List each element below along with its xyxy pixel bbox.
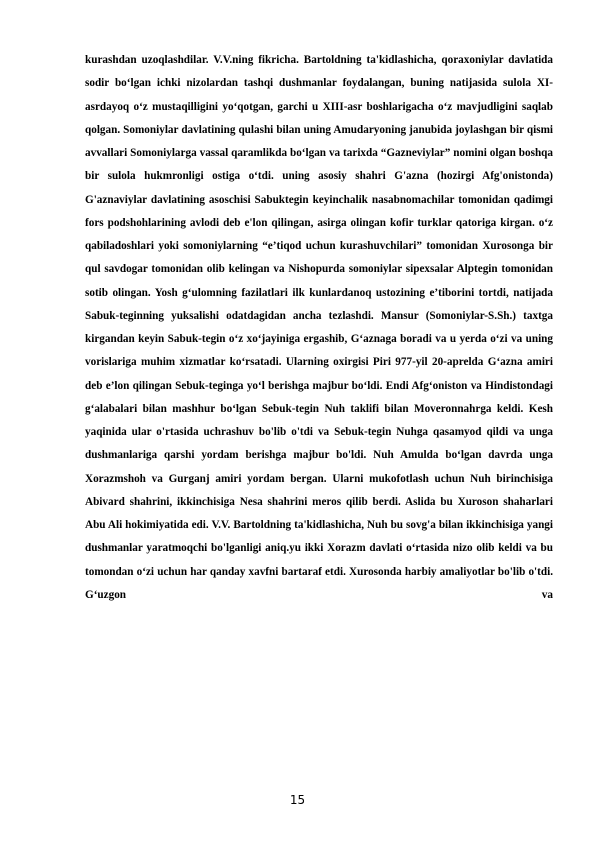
page-number: 15 bbox=[289, 793, 306, 807]
body-paragraph: kurashdan uzoqlashdilar. V.V.ning fikricha. Bartoldning ta'kidlashicha, qoraxoniylar davlatida sodir bo‘lgan ichki nizolardan tashqi dushmanlar foydalangan, buning natijasida sulola XI-asrdayoq o‘z mustaqilligini yo‘qotgan, garchi u XIII-asr boshlarigacha o‘z mavjudligini saqlab qolgan. Somoniylar davlatining qulashi bilan uning Amudaryoning janubida joylashgan bir qismi avvallari Somoniylarga vassal qaramlikda bo‘lgan va tarixda “Gazneviylar” nomini olgan boshqa bir sulola hukmronligi ostiga o‘tdi. uning asosiy shahri G'azna (hozirgi Afg'onistonda) G'aznaviylar davlatining asoschisi Sabuktegin keyinchalik nasabnomachilar tomonidan qadimgi fors podshohlarining avlodi deb e'lon qilingan, asirga olingan kofir turklar qatoriga kirgan. o‘z qabiladoshlari yoki somoniylarning “e’tiqod uchun kurashuvchilari” tomonidan Xurosonga bir qul savdogar tomonidan olib kelingan va Nishopurda somoniylar sipexsalar Alptegin tomonidan sotib olingan. Yosh g‘ulomning fazilatlari ilk kunlardanoq ustozining e’tiborini tortdi, natijada Sabuk-teginning yuksalishi odatdagidan ancha tezlashdi. Mansur (Somoniylar-S.Sh.) taxtga kirgandan keyin Sabuk-tegin o‘z xo‘jayiniga ergashib, G‘aznaga boradi va u yerda o‘zi va uning vorislariga muhim xizmatlar ko‘rsatadi. Ularning oxirgisi Piri 977-yil 20-aprelda G‘azna amiri deb e’lon qilingan Sebuk-teginga yo‘l berishga majbur bo‘ldi. Endi Afg‘oniston va Hindistondagi g‘alabalari bilan mashhur bo‘lgan Sebuk-tegin Nuh taklifi bilan Moveronnahrga keldi. Kesh yaqinida ular o'rtasida uchrashuv bo'lib o'tdi va Sebuk-tegin Nuhga qasamyod qildi va unga dushmanlariga qarshi yordam berishga majbur bo'ldi. Nuh Amulda bo‘lgan davrda unga Xorazmshoh va Gurganj amiri yordam bergan. Ularni mukofotlash uchun Nuh birinchisiga Abivard shahrini, ikkinchisiga Nesa shahrini meros qilib berdi. Aslida bu Xuroson shaharlari Abu Ali hokimiyatida edi. V.V. Bartoldning ta'kidlashicha, Nuh bu sovg'a bilan ikkinchisiga yangi dushmanlar yaratmoqchi bo'lganligi aniq.yu ikki Xorazm davlati o‘rtasida nizo olib keldi va bu tomondan o‘zi uchun har qanday xavfni bartaraf etdi. Xurosonda harbiy amaliyotlar bo'lib o'tdi. G‘uzgon va bbox=[85, 54, 553, 601]
